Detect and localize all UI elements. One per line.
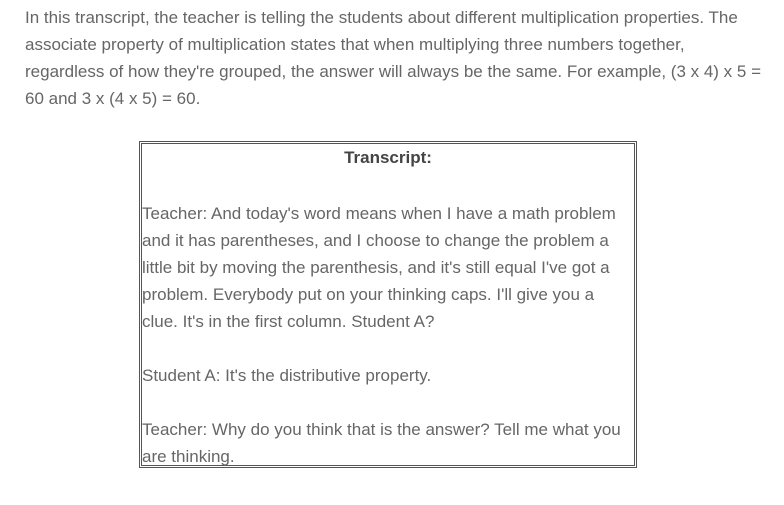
transcript-line-teacher-1: Teacher: And today's word means when I have a math problem and it has parentheses, and I choose to change the problem a little bit by moving the parenthesis, and it's still equal I've got a problem. Everybody put on your thinking caps. I'll give you a clue. It's in the first column. Student A? (142, 204, 616, 331)
transcript-box (139, 141, 637, 468)
intro-paragraph: In this transcript, the teacher is telling the students about different multiplication properties. The associate property of multiplication states that when multiplying three numbers together, regardless of how they're grouped, the answer will always be the same. For example, (3 x 4) x 5 = 60 and 3 x (4 x 5) = 60. (25, 8, 762, 108)
transcript-line-student-a: Student A: It's the distributive property. (142, 366, 432, 385)
transcript-title: Transcript: (344, 148, 432, 167)
transcript-line-teacher-2: Teacher: Why do you think that is the answer? Tell me what you are thinking. (142, 420, 621, 466)
